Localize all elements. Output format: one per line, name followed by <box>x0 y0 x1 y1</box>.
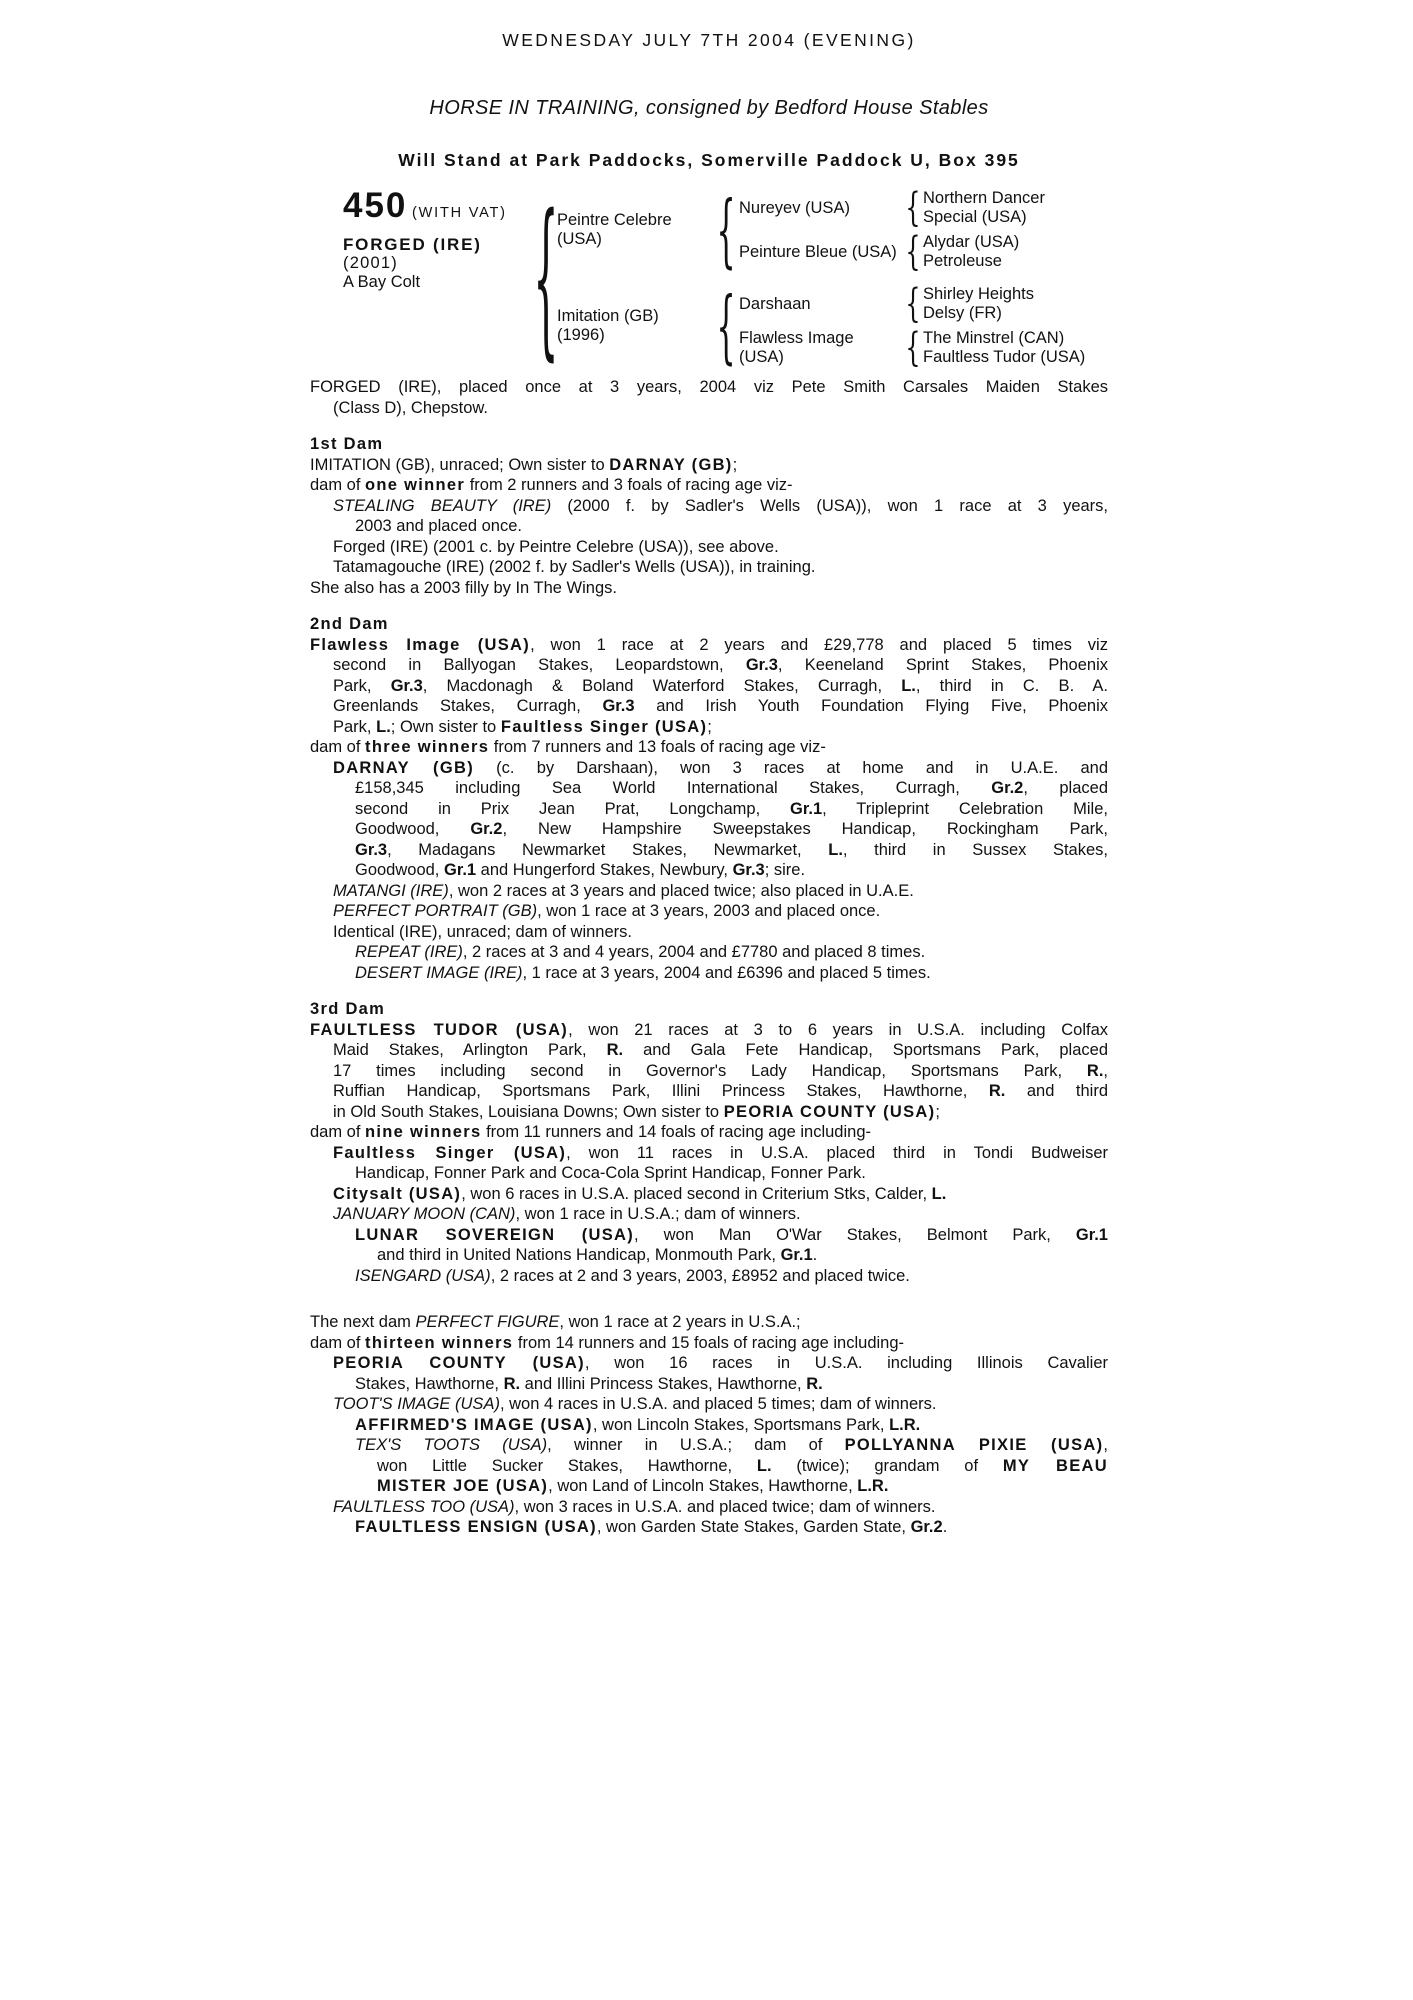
body-line: Greenlands Stakes, Curragh, Gr.3 and Irish Youth Foundation Flying Five, Phoenix <box>333 697 1109 715</box>
body-line: Tatamagouche (IRE) (2002 f. by Sadler's Wells (USA)), in training. <box>333 558 816 576</box>
lot-block <box>343 186 535 367</box>
body-line: 2nd Dam <box>310 615 389 633</box>
body-line: 2003 and placed once. <box>355 517 522 535</box>
grandparent-brace <box>903 285 923 323</box>
grandparent-brace <box>903 233 923 271</box>
grandparent-brace <box>903 189 923 227</box>
body-line: in Old South Stakes, Louisiana Downs; Own sister to PEORIA COUNTY (USA); <box>333 1102 941 1121</box>
great-grandparent-name: Shirley Heights <box>923 285 1034 303</box>
lot-number: 450 <box>343 186 408 225</box>
body-line: second in Ballyogan Stakes, Leopardstown, Gr.3, Keeneland Sprint Stakes, Phoenix <box>333 656 1108 674</box>
body-line: REPEAT (IRE), 2 races at 3 and 4 years, 2004 and £7780 and placed 8 times. <box>355 943 926 961</box>
body-line: The next dam PERFECT FIGURE, won 1 race at 2 years in U.S.A.; <box>310 1313 801 1331</box>
horse-year: (2001) <box>343 254 398 272</box>
sire-branch-brace <box>713 189 739 271</box>
grandparent-brace <box>903 329 923 367</box>
body-line: LUNAR SOVEREIGN (USA), won Man O'War Stakes, Belmont Park, Gr.1 <box>355 1225 1108 1244</box>
body-line: Flawless Image (USA), won 1 race at 2 years and £29,778 and placed 5 times viz <box>310 635 1108 654</box>
section-gap <box>310 983 1108 999</box>
body-line: (Class D), Chepstow. <box>333 398 488 417</box>
grandparent-name: Darshaan <box>739 294 811 313</box>
body-line: AFFIRMED'S IMAGE (USA), won Lincoln Stakes, Sportsmans Park, L.R. <box>355 1415 921 1434</box>
body-line: Forged (IRE) (2001 c. by Peintre Celebre (USA)), see above. <box>333 537 779 556</box>
body-line: DESERT IMAGE (IRE), 1 race at 3 years, 2004 and £6396 and placed 5 times. <box>355 963 931 982</box>
great-grandparent-name: Petroleuse <box>923 252 1002 270</box>
great-grandparent-name: Faultless Tudor (USA) <box>923 348 1086 366</box>
body-line: Handicap, Fonner Park and Coca-Cola Sprint Handicap, Fonner Park. <box>355 1164 866 1182</box>
dam-name: Imitation (GB) <box>557 307 659 325</box>
consignor-line: HORSE IN TRAINING, consigned by Bedford House Stables <box>429 97 989 119</box>
body-line: TOOT'S IMAGE (USA), won 4 races in U.S.A. and placed 5 times; dam of winners. <box>333 1395 937 1413</box>
body-line: Stakes, Hawthorne, R. and Illini Princess Stakes, Hawthorne, R. <box>355 1374 823 1393</box>
section-gap <box>310 598 1108 614</box>
lot-line <box>343 186 535 225</box>
body-line: IMITATION (GB), unraced; Own sister to DARNAY (GB); <box>310 455 738 474</box>
body-line: dam of nine winners from 11 runners and 14 foals of racing age including- <box>310 1123 871 1141</box>
dam-branch-brace <box>713 285 739 367</box>
dam-year: (1996) <box>557 326 605 344</box>
vat-note: (WITH VAT) <box>412 205 507 221</box>
great-grandparent-name: Delsy (FR) <box>923 304 1002 322</box>
body-line: Identical (IRE), unraced; dam of winners. <box>333 922 632 941</box>
sire-name: Peintre Celebre <box>557 211 672 229</box>
body-line: Citysalt (USA), won 6 races in U.S.A. placed second in Criterium Stks, Calder, L. <box>333 1184 947 1203</box>
body-line: FORGED (IRE), placed once at 3 years, 2004 viz Pete Smith Carsales Maiden Stakes <box>310 378 1108 396</box>
great-grandparent-name: Alydar (USA) <box>923 233 1020 251</box>
body-line: PERFECT PORTRAIT (GB), won 1 race at 3 years, 2003 and placed once. <box>333 902 881 920</box>
pedigree-main-brace <box>535 189 557 367</box>
body-line: PEORIA COUNTY (USA), won 16 races in U.S.A. including Illinois Cavalier <box>333 1354 1108 1372</box>
stand-line: Will Stand at Park Paddocks, Somerville Paddock U, Box 395 <box>398 150 1020 170</box>
pedigree-dam <box>557 285 713 367</box>
body-line: FAULTLESS ENSIGN (USA), won Garden State Stakes, Garden State, Gr.2. <box>355 1518 948 1536</box>
great-grandparent-name: Northern Dancer <box>923 189 1045 207</box>
body-line: JANUARY MOON (CAN), won 1 race in U.S.A.; dam of winners. <box>333 1205 801 1223</box>
great-grandparent-name: The Minstrel (CAN) <box>923 329 1065 347</box>
body-line: FAULTLESS TUDOR (USA), won 21 races at 3 to 6 years in U.S.A. including Colfax <box>310 1020 1108 1039</box>
body-line: dam of one winner from 2 runners and 3 foals of racing age viz- <box>310 476 793 494</box>
body-line: Gr.3, Madagans Newmarket Stakes, Newmarket, L., third in Sussex Stakes, <box>355 840 1108 859</box>
body-line: MATANGI (IRE), won 2 races at 3 years and placed twice; also placed in U.A.E. <box>333 881 914 900</box>
body-line: Ruffian Handicap, Sportsmans Park, Illini Princess Stakes, Hawthorne, R. and third <box>333 1082 1108 1100</box>
page-content <box>310 0 1108 1538</box>
section-gap <box>310 1286 1108 1312</box>
body-line: DARNAY (GB) (c. by Darshaan), won 3 races at home and in U.A.E. and <box>333 758 1108 777</box>
date-line: WEDNESDAY JULY 7TH 2004 (EVENING) <box>502 30 916 50</box>
body-line: FAULTLESS TOO (USA), won 3 races in U.S.A. and placed twice; dam of winners. <box>333 1497 936 1516</box>
body-line: ISENGARD (USA), 2 races at 2 and 3 years, 2003, £8952 and placed twice. <box>355 1266 910 1285</box>
body-line: Park, Gr.3, Macdonagh & Boland Waterford Stakes, Curragh, L., third in C. B. A. <box>333 676 1108 695</box>
grandparent-name: Nureyev (USA) <box>739 198 850 217</box>
body-line: Park, L.; Own sister to Faultless Singer (USA); <box>333 717 712 736</box>
body-line: won Little Sucker Stakes, Hawthorne, L. (twice); grandam of MY BEAU <box>377 1456 1108 1475</box>
body-line: and third in United Nations Handicap, Monmouth Park, Gr.1. <box>377 1246 818 1264</box>
body-line: Goodwood, Gr.1 and Hungerford Stakes, Newbury, Gr.3; sire. <box>355 861 806 879</box>
body-line: dam of thirteen winners from 14 runners and 15 foals of racing age including- <box>310 1333 905 1352</box>
pedigree-sire <box>557 189 713 271</box>
body-line: £158,345 including Sea World International Stakes, Curragh, Gr.2, placed <box>355 779 1108 797</box>
body-line: MISTER JOE (USA), won Land of Lincoln Stakes, Hawthorne, L.R. <box>377 1477 889 1495</box>
pedigree-grid <box>343 186 1108 367</box>
horse-name: FORGED (IRE) <box>343 235 482 254</box>
horse-description: A Bay Colt <box>343 273 421 291</box>
body-line: She also has a 2003 filly by In The Wings. <box>310 578 617 597</box>
body-line: 1st Dam <box>310 435 384 453</box>
body-line: 3rd Dam <box>310 1000 386 1018</box>
body-line: STEALING BEAUTY (IRE) (2000 f. by Sadler's Wells (USA)), won 1 race at 3 years, <box>333 496 1108 515</box>
body-line: Goodwood, Gr.2, New Hampshire Sweepstakes Handicap, Rockingham Park, <box>355 820 1109 838</box>
section-gap <box>310 418 1108 434</box>
grandparent-name: Peinture Bleue (USA) <box>739 242 897 261</box>
body-line: second in Prix Jean Prat, Longchamp, Gr.1, Tripleprint Celebration Mile, <box>355 799 1108 818</box>
body-line: 17 times including second in Governor's Lady Handicap, Sportsmans Park, R., <box>333 1061 1108 1080</box>
body-line: Faultless Singer (USA), won 11 races in U.S.A. placed third in Tondi Budweiser <box>333 1143 1108 1162</box>
body-line: Maid Stakes, Arlington Park, R. and Gala Fete Handicap, Sportsmans Park, placed <box>333 1041 1108 1059</box>
body-line: TEX'S TOOTS (USA), winner in U.S.A.; dam of POLLYANNA PIXIE (USA), <box>355 1436 1108 1454</box>
body-line: dam of three winners from 7 runners and 13 foals of racing age viz- <box>310 738 826 756</box>
grandparent-name: Flawless Image (USA) <box>739 329 854 366</box>
sire-suffix: (USA) <box>557 230 602 248</box>
body-text <box>310 377 1108 1538</box>
great-grandparent-name: Special (USA) <box>923 208 1027 226</box>
